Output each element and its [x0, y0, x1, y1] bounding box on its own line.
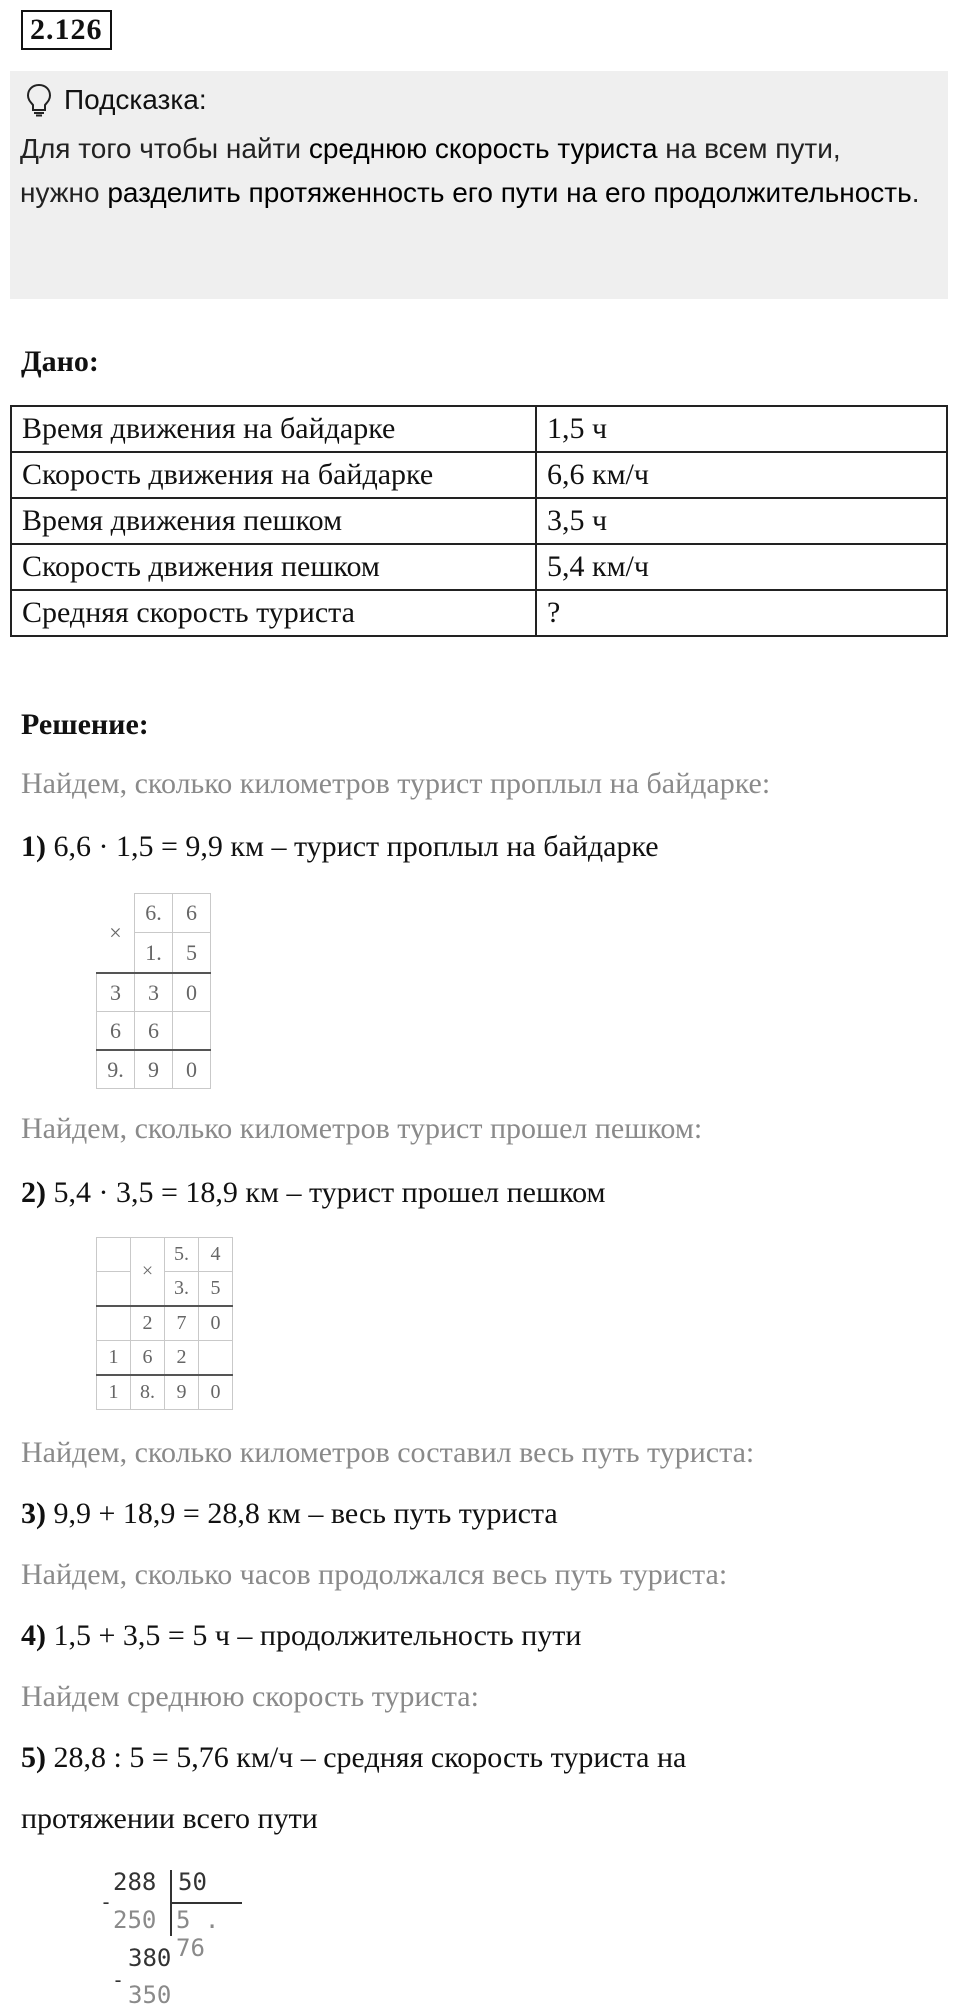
given-value: 5,4 км/ч: [536, 544, 947, 590]
grid-cell: 9: [135, 1050, 173, 1089]
hint-box: [10, 71, 948, 299]
grid-cell: [173, 1012, 211, 1051]
minus-sign: -: [112, 1968, 125, 1992]
grid-cell: 9: [165, 1375, 199, 1410]
grid-cell: ×: [97, 894, 135, 974]
division-quotient: 5 . 76: [176, 1906, 220, 1962]
step-number: 4): [21, 1619, 46, 1652]
grid-cell: 0: [173, 973, 211, 1012]
division-dividend: 288: [113, 1868, 157, 1896]
grid-cell: [97, 1306, 131, 1341]
given-label: Скорость движения пешком: [11, 544, 536, 590]
grid-cell: 2: [165, 1341, 199, 1376]
step-number: 3): [21, 1497, 46, 1530]
grid-cell: [97, 1272, 131, 1307]
lightbulb-icon: [26, 83, 52, 117]
grid-cell: 0: [199, 1375, 233, 1410]
step-text: 28,8 : 5 = 5,76 км/ч – средняя скорость туриста на: [46, 1741, 687, 1774]
step-number: 1): [21, 830, 46, 863]
given-label: Скорость движения на байдарке: [11, 452, 536, 498]
step-comment: Найдем, сколько километров турист проплыл на байдарке:: [21, 767, 771, 800]
grid-cell: 1.: [135, 933, 173, 973]
grid-cell: 3: [97, 973, 135, 1012]
step-number: 5): [21, 1741, 46, 1774]
long-division: [98, 1868, 258, 2011]
hint-text: [20, 127, 920, 215]
hint-title: Подсказка:: [64, 84, 207, 115]
step-line: [21, 1619, 581, 1653]
division-divisor: 50: [178, 1868, 207, 1896]
grid-cell: 3.: [165, 1272, 199, 1307]
hint-text-part: Для того чтобы найти: [20, 133, 309, 164]
step-line: [21, 1741, 686, 1775]
grid-cell: [97, 1238, 131, 1272]
grid-cell: 9.: [97, 1050, 135, 1089]
step-comment: Найдем, сколько километров составил весь путь туриста:: [21, 1436, 755, 1469]
grid-cell: 6: [97, 1012, 135, 1051]
division-remainder: 380: [128, 1944, 172, 1972]
multiplication-grid: [96, 1237, 233, 1410]
grid-cell: 6: [131, 1341, 165, 1376]
grid-cell: 0: [199, 1306, 233, 1341]
step-text: 6,6 · 1,5 = 9,9 км – турист проплыл на байдарке: [46, 830, 659, 863]
step-text: 9,9 + 18,9 = 28,8 км – весь путь туриста: [46, 1497, 558, 1530]
given-heading: Дано:: [21, 345, 99, 378]
grid-cell: 1: [97, 1341, 131, 1376]
table-row: [11, 590, 947, 636]
hint-emphasis: среднюю скорость туриста: [308, 133, 658, 164]
solution-heading: Решение:: [21, 708, 149, 741]
table-row: [11, 452, 947, 498]
multiplication-grid: [96, 893, 211, 1089]
given-value: 1,5 ч: [536, 406, 947, 452]
grid-cell: ×: [131, 1238, 165, 1307]
given-value: ?: [536, 590, 947, 636]
table-row: [11, 544, 947, 590]
given-label: Время движения на байдарке: [11, 406, 536, 452]
table-row: [11, 498, 947, 544]
grid-cell: 8.: [131, 1375, 165, 1410]
grid-cell: 1: [97, 1375, 131, 1410]
division-bar: [172, 1902, 242, 1904]
given-value: 6,6 км/ч: [536, 452, 947, 498]
grid-cell: 4: [199, 1238, 233, 1272]
hint-header: [26, 83, 207, 117]
given-table: [10, 405, 948, 637]
grid-cell: 5.: [165, 1238, 199, 1272]
hint-text-part: на всем пути, нужно: [20, 133, 841, 208]
grid-cell: 7: [165, 1306, 199, 1341]
grid-cell: 3: [135, 973, 173, 1012]
division-subtrahend: 250: [113, 1906, 157, 1934]
grid-cell: 0: [173, 1050, 211, 1089]
given-value: 3,5 ч: [536, 498, 947, 544]
grid-cell: 5: [173, 933, 211, 973]
grid-cell: 5: [199, 1272, 233, 1307]
task-number: 2.126: [21, 10, 112, 50]
step-comment: Найдем, сколько часов продолжался весь путь туриста:: [21, 1558, 728, 1591]
grid-cell: 6: [173, 894, 211, 933]
step-text: 5,4 · 3,5 = 18,9 км – турист прошел пешком: [46, 1176, 606, 1209]
step-line-continuation: протяжении всего пути: [21, 1802, 318, 1835]
table-row: [11, 406, 947, 452]
grid-cell: 6.: [135, 894, 173, 933]
grid-cell: 6: [135, 1012, 173, 1051]
grid-cell: 2: [131, 1306, 165, 1341]
step-line: [21, 1176, 606, 1210]
division-subtrahend: 350: [128, 1981, 172, 2009]
hint-text-part: .: [911, 177, 920, 208]
step-line: [21, 830, 659, 864]
step-number: 2): [21, 1176, 46, 1209]
given-label: Время движения пешком: [11, 498, 536, 544]
step-line: [21, 1497, 558, 1531]
step-comment: Найдем среднюю скорость туриста:: [21, 1680, 479, 1713]
hint-emphasis: разделить протяженность его пути на его продолжительность: [107, 177, 912, 208]
step-text: 1,5 + 3,5 = 5 ч – продолжительность пути: [46, 1619, 582, 1652]
step-comment: Найдем, сколько километров турист прошел пешком:: [21, 1112, 703, 1145]
minus-sign: -: [100, 1890, 113, 1914]
grid-cell: [199, 1341, 233, 1376]
given-label: Средняя скорость туриста: [11, 590, 536, 636]
